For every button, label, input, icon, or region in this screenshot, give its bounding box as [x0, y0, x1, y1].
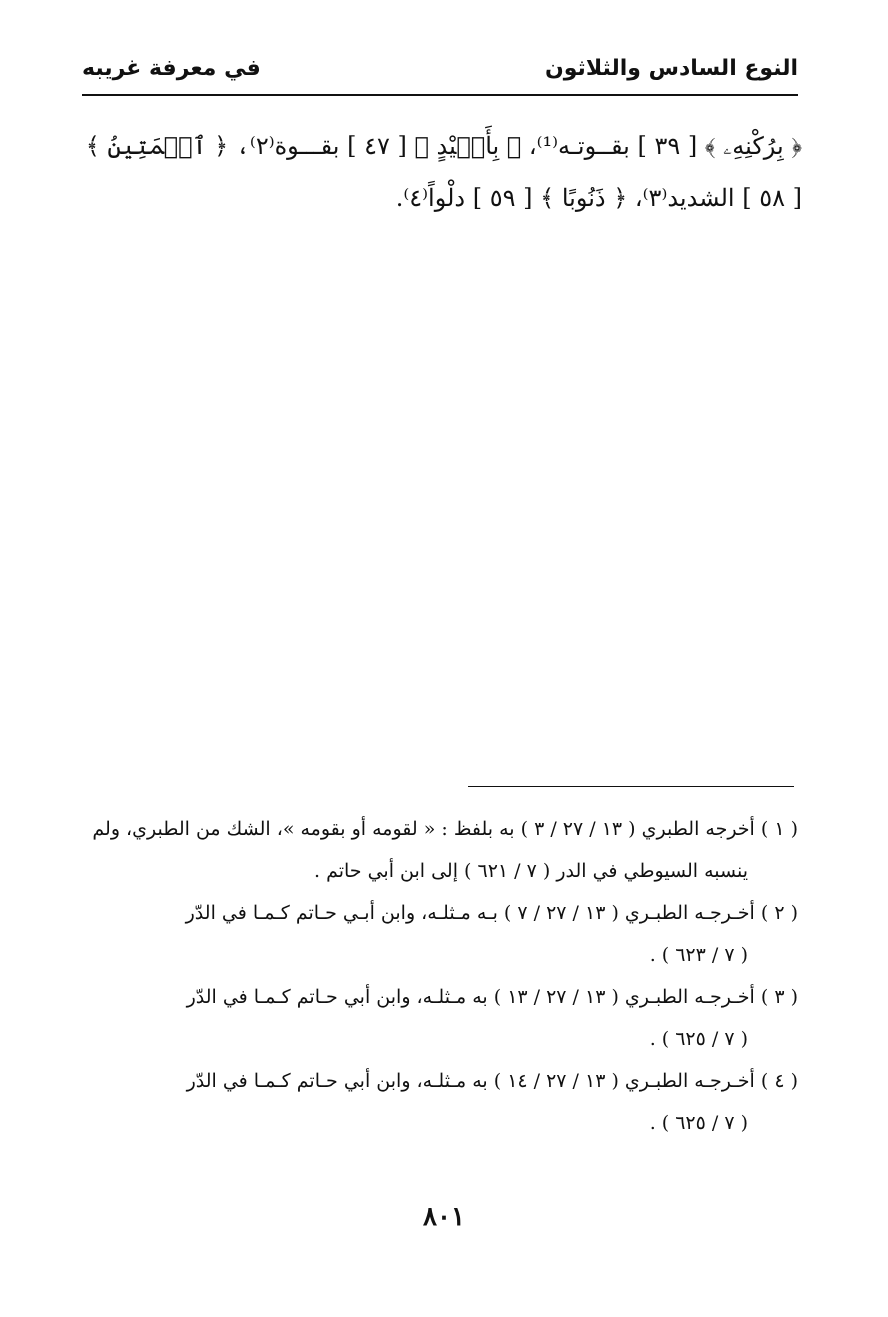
footnote-line: ( ٤ ) أخـرجـه الطبـري ( ١٣ / ٢٧ / ١٤ ) به مـثلـه، وابن أبي حـاتم كـمـا في الدّر	[186, 1070, 798, 1092]
page-number: ٨٠١	[423, 1202, 465, 1232]
chapter-title: النوع السادس والثلاثون	[544, 55, 798, 81]
footnote-3	[82, 976, 798, 1060]
footnote-line: ( ٧ / ٦٢٣ ) .	[649, 944, 748, 966]
footnote-line: ( ٧ / ٦٢٥ ) .	[649, 1028, 748, 1050]
footnote-line: ( ٣ ) أخـرجـه الطبـري ( ١٣ / ٢٧ / ١٣ ) به مـثلـه، وابن أبي حـاتم كـمـا في الدّر	[186, 986, 798, 1008]
footnotes	[82, 808, 798, 1144]
section-title: في معرفة غريبه	[82, 55, 261, 81]
text-line: [ ٥٨ ] الشديد⁽٣⁾، ﴿ ذَنُوبًا ﴾ [ ٥٩ ] دلْواً⁽٤⁾.	[395, 184, 802, 212]
text-line: ﴿ بِرُكْنِهِۦ ﴾ [ ٣٩ ] بقــوتـه⁽¹⁾، ﴿ بِأَيۡيْدٍ ﴾ [ ٤٧ ] بقـــوة⁽٢⁾، ﴿ ٱلۡمَتِينُ ﴾	[85, 132, 802, 160]
footnote-rule	[468, 786, 794, 787]
footnote-line: ( ١ ) أخرجه الطبري ( ١٣ / ٢٧ / ٣ ) به بلفظ : « لقومه أو بقومه »، الشك من الطبري، ولم	[92, 818, 798, 840]
footnote-line: ( ٢ ) أخـرجـه الطبـري ( ١٣ / ٢٧ / ٧ ) بـه مـثلـه، وابن أبـي حـاتم كـمـا في الدّر	[185, 902, 798, 924]
footnote-line: ( ٧ / ٦٢٥ ) .	[649, 1112, 748, 1134]
footnote-line: ينسبه السيوطي في الدر ( ٧ / ٦٢١ ) إلى ابن أبي حاتم .	[314, 860, 748, 882]
main-text	[85, 120, 802, 224]
footnote-2	[82, 892, 798, 976]
footnote-4	[82, 1060, 798, 1144]
footnote-1	[82, 808, 798, 892]
header-rule	[82, 94, 798, 96]
running-header	[82, 48, 798, 88]
